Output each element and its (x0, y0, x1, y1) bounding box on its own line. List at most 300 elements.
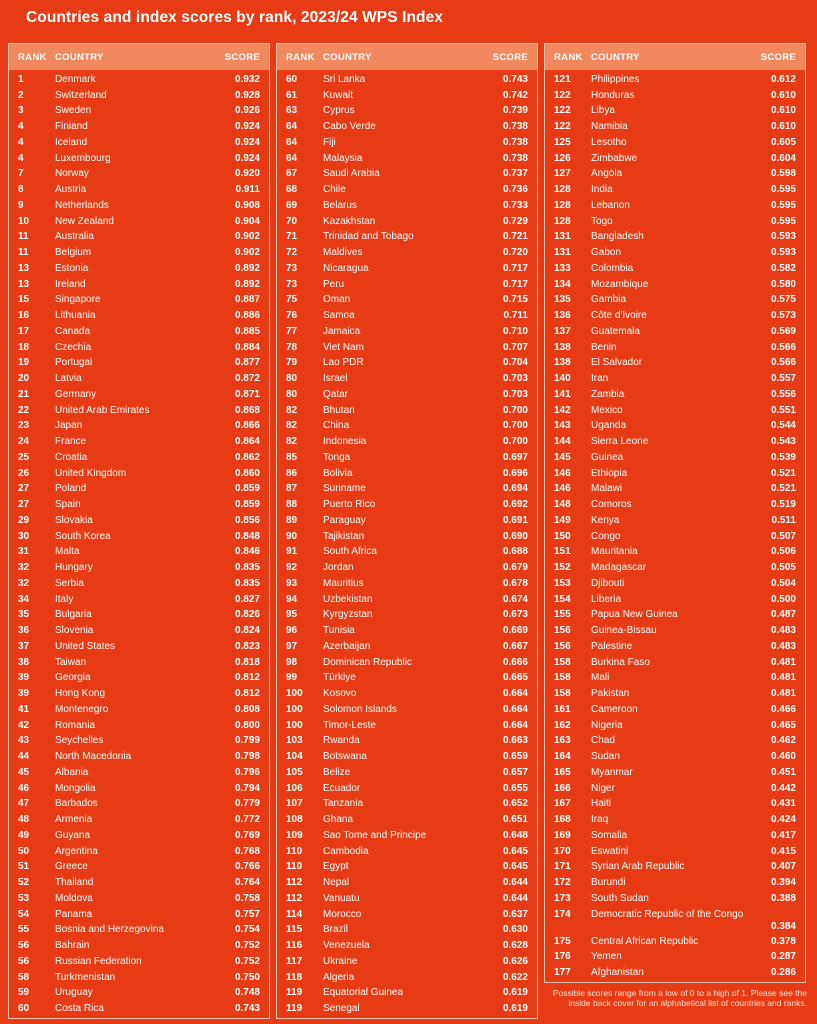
score-cell: 0.500 (770, 593, 796, 605)
table-row (9, 293, 269, 309)
table-row (9, 639, 269, 655)
country-cell: Guatemala (591, 325, 640, 337)
rank-cell: 95 (286, 609, 298, 621)
country-cell: Iraq (591, 814, 609, 826)
table-row (9, 923, 269, 939)
country-cell: Serbia (55, 577, 84, 589)
rank-cell: 172 (554, 877, 571, 889)
rank-cell: 87 (286, 483, 298, 495)
rank-cell: 48 (18, 814, 30, 826)
country-cell: Afghanistan (591, 967, 644, 979)
country-cell: Bolivia (323, 467, 353, 479)
score-cell: 0.871 (234, 388, 260, 400)
score-cell: 0.415 (770, 845, 796, 857)
table-row (277, 718, 537, 734)
score-cell: 0.856 (234, 514, 260, 526)
rank-cell: 110 (286, 845, 303, 857)
country-cell: Central African Republic (591, 935, 699, 947)
country-cell: Moldova (55, 892, 93, 904)
table-row (545, 639, 805, 655)
table-row (9, 986, 269, 1002)
score-cell: 0.626 (502, 955, 528, 967)
rank-cell: 9 (18, 199, 24, 211)
country-cell: Tanzania (323, 798, 364, 810)
country-cell: Seychelles (55, 735, 104, 747)
score-cell: 0.543 (770, 436, 796, 448)
rank-cell: 79 (286, 357, 298, 369)
rank-cell: 86 (286, 467, 298, 479)
rank-cell: 176 (554, 951, 571, 963)
country-cell: Botswana (323, 751, 367, 763)
country-cell: Mali (591, 672, 610, 684)
score-cell: 0.697 (502, 451, 528, 463)
table-row (277, 655, 537, 671)
rank-cell: 117 (286, 955, 303, 967)
score-cell: 0.645 (502, 861, 528, 873)
rank-cell: 64 (286, 121, 298, 133)
rank-header: RANK (554, 51, 583, 63)
table-row (9, 450, 269, 466)
country-cell: Russian Federation (55, 955, 142, 967)
rank-cell: 4 (18, 121, 24, 133)
country-cell: Belarus (323, 199, 357, 211)
table-row (277, 592, 537, 608)
country-cell: United Arab Emirates (55, 404, 150, 416)
country-cell: Chad (591, 735, 615, 747)
rank-cell: 152 (554, 562, 571, 574)
country-cell: Dominican Republic (323, 656, 412, 668)
rank-cell: 144 (554, 436, 571, 448)
rank-cell: 59 (18, 987, 30, 999)
rank-cell: 119 (286, 987, 303, 999)
country-cell: Libya (591, 105, 615, 117)
country-cell: Sudan (591, 751, 620, 763)
rank-cell: 35 (18, 609, 30, 621)
country-cell: Italy (55, 593, 74, 605)
rank-cell: 75 (286, 294, 298, 306)
rank-cell: 119 (286, 1003, 303, 1015)
rank-cell: 154 (554, 593, 571, 605)
country-cell: Maldives (323, 247, 363, 259)
country-cell: Kyrgyzstan (323, 609, 373, 621)
country-cell: Switzerland (55, 89, 107, 101)
rank-cell: 158 (554, 688, 571, 700)
country-cell: Ethiopia (591, 467, 628, 479)
table-row (545, 482, 805, 498)
rank-cell: 112 (286, 892, 303, 904)
table-row (545, 828, 805, 844)
country-cell: Austria (55, 184, 87, 196)
table-row (545, 450, 805, 466)
table-row (277, 135, 537, 151)
table-row (9, 371, 269, 387)
rank-cell: 163 (554, 735, 571, 747)
score-cell: 0.688 (502, 546, 528, 558)
table-row (545, 340, 805, 356)
score-cell: 0.431 (770, 798, 796, 810)
country-cell: Gabon (591, 247, 622, 259)
table-row (277, 167, 537, 183)
country-cell: Peru (323, 278, 345, 290)
table-row (9, 419, 269, 435)
rank-cell: 10 (18, 215, 30, 227)
country-cell: Chile (323, 184, 346, 196)
country-cell: Iran (591, 373, 609, 385)
country-cell: Myanmar (591, 766, 633, 778)
country-cell: Tunisia (323, 625, 355, 637)
table-row (277, 198, 537, 214)
score-cell: 0.417 (770, 829, 796, 841)
country-cell: Sri Lanka (323, 73, 366, 85)
rank-cell: 13 (18, 262, 30, 274)
table-row (9, 434, 269, 450)
table-row (277, 781, 537, 797)
rank-cell: 141 (554, 388, 571, 400)
rank-table-column-1 (8, 43, 270, 1019)
table-row (277, 513, 537, 529)
country-cell: Barbados (55, 798, 98, 810)
table-row (9, 702, 269, 718)
score-cell: 0.884 (234, 341, 260, 353)
score-cell: 0.595 (770, 215, 796, 227)
rank-cell: 128 (554, 184, 571, 196)
table-row (277, 875, 537, 891)
country-header: COUNTRY (55, 51, 104, 63)
table-row (545, 702, 805, 718)
table-row (277, 797, 537, 813)
rank-cell: 156 (554, 625, 571, 637)
score-cell: 0.394 (770, 877, 796, 889)
rank-cell: 19 (18, 357, 30, 369)
rank-cell: 2 (18, 89, 24, 101)
table-row (277, 88, 537, 104)
rank-cell: 73 (286, 278, 298, 290)
country-cell: Bulgaria (55, 609, 92, 621)
score-cell: 0.812 (234, 688, 260, 700)
rank-cell: 70 (286, 215, 298, 227)
country-cell: Tajikistan (323, 530, 365, 542)
table-row (277, 104, 537, 120)
score-cell: 0.593 (770, 231, 796, 243)
table-row (9, 88, 269, 104)
table-row (277, 560, 537, 576)
table-row (9, 812, 269, 828)
table-row (9, 592, 269, 608)
country-cell: Denmark (55, 73, 96, 85)
score-cell: 0.736 (502, 184, 528, 196)
score-cell: 0.604 (770, 152, 796, 164)
table-rows (545, 70, 805, 981)
score-cell: 0.766 (234, 861, 260, 873)
score-cell: 0.769 (234, 829, 260, 841)
table-row (277, 293, 537, 309)
rank-cell: 30 (18, 530, 30, 542)
rank-cell: 82 (286, 404, 298, 416)
score-cell: 0.644 (502, 877, 528, 889)
score-cell: 0.566 (770, 357, 796, 369)
rank-cell: 108 (286, 814, 303, 826)
rank-cell: 39 (18, 688, 30, 700)
rank-cell: 106 (286, 782, 303, 794)
table-row (545, 875, 805, 891)
score-cell: 0.818 (234, 656, 260, 668)
country-cell: Ghana (323, 814, 354, 826)
score-cell: 0.286 (770, 967, 796, 979)
score-cell: 0.424 (770, 814, 796, 826)
country-cell: Croatia (55, 451, 88, 463)
score-cell: 0.859 (234, 499, 260, 511)
table-row (545, 308, 805, 324)
score-cell: 0.605 (770, 136, 796, 148)
rank-cell: 128 (554, 199, 571, 211)
rank-cell: 171 (554, 861, 571, 873)
score-cell: 0.754 (234, 924, 260, 936)
score-cell: 0.721 (502, 231, 528, 243)
table-row (277, 277, 537, 293)
country-cell: Czechia (55, 341, 92, 353)
rank-cell: 127 (554, 168, 571, 180)
table-row (545, 749, 805, 765)
score-cell: 0.645 (502, 845, 528, 857)
country-cell: Sierra Leone (591, 436, 649, 448)
country-cell: Sweden (55, 105, 92, 117)
score-cell: 0.887 (234, 294, 260, 306)
table-row (545, 230, 805, 246)
score-cell: 0.690 (502, 530, 528, 542)
rank-cell: 60 (18, 1003, 30, 1015)
rank-cell: 109 (286, 829, 303, 841)
score-cell: 0.796 (234, 766, 260, 778)
rank-cell: 71 (286, 231, 298, 243)
country-cell: Ukraine (323, 955, 358, 967)
rank-cell: 137 (554, 325, 571, 337)
country-cell: Tonga (323, 451, 351, 463)
score-cell: 0.920 (234, 168, 260, 180)
country-cell: Jamaica (323, 325, 361, 337)
table-row (545, 104, 805, 120)
score-cell: 0.657 (502, 766, 528, 778)
country-cell: Kazakhstan (323, 215, 376, 227)
country-cell: Turkmenistan (55, 971, 116, 983)
rank-cell: 36 (18, 625, 30, 637)
table-row (545, 387, 805, 403)
score-cell: 0.729 (502, 215, 528, 227)
country-cell: Palestine (591, 640, 633, 652)
country-cell: Samoa (323, 310, 355, 322)
country-cell: Mexico (591, 404, 623, 416)
country-cell: Trinidad and Tobago (323, 231, 414, 243)
country-cell: Indonesia (323, 436, 367, 448)
country-cell: Poland (55, 483, 87, 495)
country-cell: Argentina (55, 845, 98, 857)
country-cell: Oman (323, 294, 351, 306)
table-row (545, 576, 805, 592)
country-cell: Timor-Leste (323, 719, 376, 731)
score-cell: 0.808 (234, 703, 260, 715)
country-cell: Cambodia (323, 845, 369, 857)
country-cell: Congo (591, 530, 621, 542)
score-header: SCORE (224, 51, 260, 63)
score-cell: 0.551 (770, 404, 796, 416)
country-cell: United States (55, 640, 116, 652)
score-cell: 0.902 (234, 247, 260, 259)
country-cell: Mauritania (591, 546, 638, 558)
rank-cell: 46 (18, 782, 30, 794)
rank-cell: 3 (18, 105, 24, 117)
score-cell: 0.742 (502, 89, 528, 101)
table-row (9, 119, 269, 135)
score-cell: 0.824 (234, 625, 260, 637)
country-cell: Viet Nam (323, 341, 364, 353)
table-row (277, 403, 537, 419)
score-cell: 0.700 (502, 420, 528, 432)
country-cell: Norway (55, 168, 89, 180)
rank-cell: 142 (554, 404, 571, 416)
score-cell: 0.772 (234, 814, 260, 826)
table-row (9, 482, 269, 498)
country-cell: Estonia (55, 262, 89, 274)
rank-cell: 104 (286, 751, 303, 763)
country-cell: Taiwan (55, 656, 87, 668)
table-row (545, 844, 805, 860)
score-cell: 0.717 (502, 262, 528, 274)
rank-cell: 122 (554, 121, 571, 133)
rank-cell: 126 (554, 152, 571, 164)
rank-cell: 45 (18, 766, 30, 778)
rank-cell: 69 (286, 199, 298, 211)
rank-cell: 23 (18, 420, 30, 432)
table-row (277, 387, 537, 403)
rank-cell: 143 (554, 420, 571, 432)
score-cell: 0.673 (502, 609, 528, 621)
country-cell: Vanuatu (323, 892, 360, 904)
country-cell: Belize (323, 766, 351, 778)
score-cell: 0.679 (502, 562, 528, 574)
rank-cell: 115 (286, 924, 303, 936)
score-cell: 0.738 (502, 152, 528, 164)
rank-cell: 94 (286, 593, 298, 605)
table-row (545, 198, 805, 214)
score-cell: 0.595 (770, 184, 796, 196)
country-cell: Canada (55, 325, 91, 337)
rank-cell: 168 (554, 814, 571, 826)
country-cell: Pakistan (591, 688, 630, 700)
country-cell: Mongolia (55, 782, 96, 794)
score-cell: 0.287 (770, 951, 796, 963)
country-cell: Luxembourg (55, 152, 111, 164)
rank-cell: 49 (18, 829, 30, 841)
score-cell: 0.566 (770, 341, 796, 353)
rank-cell: 58 (18, 971, 30, 983)
rank-cell: 97 (286, 640, 298, 652)
country-cell: Cyprus (323, 105, 355, 117)
table-row (9, 560, 269, 576)
table-row (545, 734, 805, 750)
rank-cell: 27 (18, 483, 30, 495)
table-rows (277, 70, 537, 1017)
rank-cell: 54 (18, 908, 30, 920)
table-row (9, 671, 269, 687)
country-cell: Portugal (55, 357, 93, 369)
score-cell: 0.483 (770, 625, 796, 637)
table-row (277, 182, 537, 198)
table-row (545, 434, 805, 450)
table-row (545, 655, 805, 671)
score-cell: 0.902 (234, 231, 260, 243)
country-cell: Slovenia (55, 625, 94, 637)
country-cell: Philippines (591, 73, 640, 85)
rank-cell: 145 (554, 451, 571, 463)
table-row (545, 686, 805, 702)
table-row (545, 560, 805, 576)
country-cell: Nigeria (591, 719, 623, 731)
score-cell: 0.720 (502, 247, 528, 259)
table-row (9, 497, 269, 513)
table-row (9, 576, 269, 592)
country-cell: Guinea (591, 451, 624, 463)
score-cell: 0.595 (770, 199, 796, 211)
country-cell: Finland (55, 121, 88, 133)
table-row (545, 623, 805, 639)
country-cell: Somalia (591, 829, 628, 841)
country-cell: Mozambique (591, 278, 649, 290)
table-row (545, 907, 805, 934)
table-row (9, 198, 269, 214)
table-row (277, 1001, 537, 1017)
country-cell: Djibouti (591, 577, 625, 589)
score-cell: 0.885 (234, 325, 260, 337)
rank-cell: 121 (554, 73, 571, 85)
country-cell: Ecuador (323, 782, 361, 794)
score-cell: 0.826 (234, 609, 260, 621)
table-row (277, 230, 537, 246)
country-cell: Burundi (591, 877, 626, 889)
rank-cell: 26 (18, 467, 30, 479)
rank-cell: 15 (18, 294, 30, 306)
table-row (9, 167, 269, 183)
score-cell: 0.827 (234, 593, 260, 605)
score-cell: 0.678 (502, 577, 528, 589)
country-cell: Cabo Verde (323, 121, 376, 133)
score-cell: 0.715 (502, 294, 528, 306)
rank-cell: 7 (18, 168, 24, 180)
table-row (9, 844, 269, 860)
score-cell: 0.648 (502, 829, 528, 841)
country-cell: South Korea (55, 530, 111, 542)
country-cell: Senegal (323, 1003, 360, 1015)
score-cell: 0.932 (234, 73, 260, 85)
score-cell: 0.666 (502, 656, 528, 668)
rank-cell: 80 (286, 388, 298, 400)
rank-cell: 158 (554, 656, 571, 668)
rank-cell: 114 (286, 908, 303, 920)
country-cell: Lebanon (591, 199, 630, 211)
table-row (9, 308, 269, 324)
table-row (9, 970, 269, 986)
table-row (9, 529, 269, 545)
country-cell: Puerto Rico (323, 499, 376, 511)
score-cell: 0.644 (502, 892, 528, 904)
score-cell: 0.743 (502, 73, 528, 85)
score-cell: 0.799 (234, 735, 260, 747)
country-cell: Comoros (591, 499, 632, 511)
score-cell: 0.460 (770, 751, 796, 763)
rank-cell: 161 (554, 703, 571, 715)
score-cell: 0.886 (234, 310, 260, 322)
rank-cell: 131 (554, 231, 571, 243)
country-cell: India (591, 184, 613, 196)
score-cell: 0.462 (770, 735, 796, 747)
